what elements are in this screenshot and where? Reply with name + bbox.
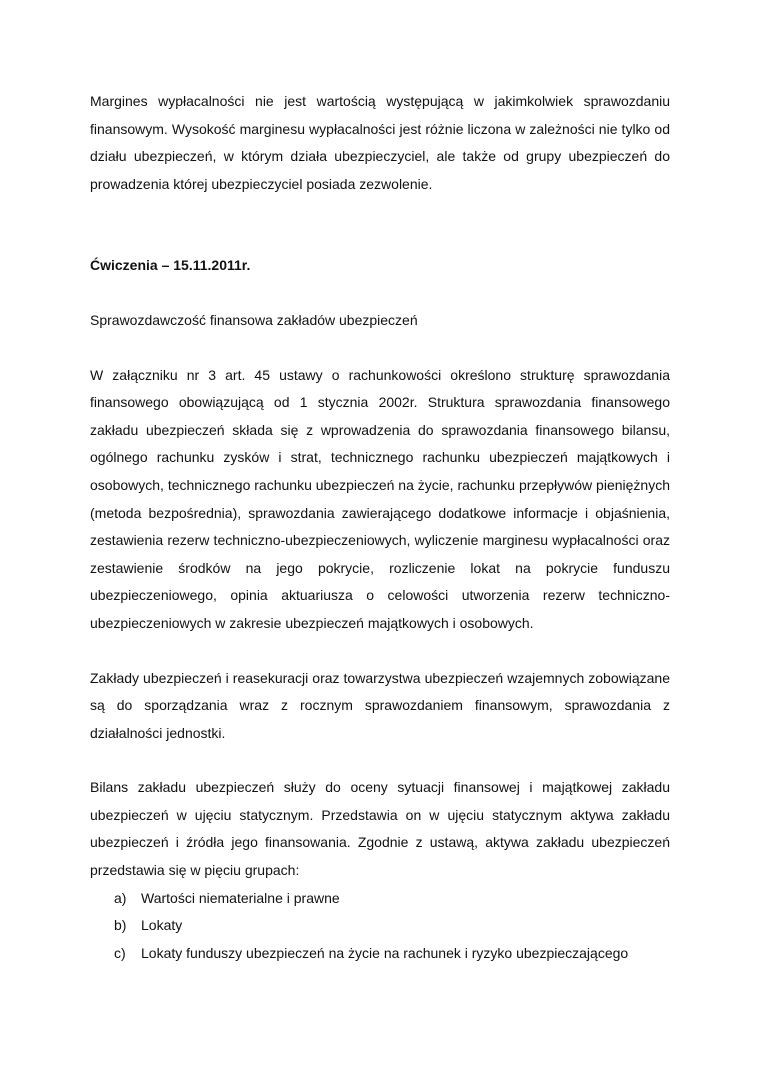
list-item (114, 940, 670, 968)
list-marker: b) (114, 917, 127, 934)
paragraph-report-structure: W załączniku nr 3 art. 45 ustawy o rachunkowości określono strukturę sprawozdania finansowego obowiązującą od 1 stycznia 2002r. Struktura sprawozdania finansowego zakładu ubezpieczeń składa się z wprowadzenia do sprawozdania finansowego bilansu, ogólnego rachunku zysków i strat, technicznego rachunku ubezpieczeń majątkowych i osobowych, technicznego rachunku ubezpieczeń na życie, rachunku przepływów pieniężnych (metoda bezpośrednia), sprawozdania zawierającego dodatkowe informacje i objaśnienia, zestawienia rezerw techniczno-ubezpieczeniowych, wyliczenie marginesu wypłacalności oraz zestawienie środków na jego pokrycie, rozliczenie lokat na pokrycie funduszu ubezpieczeniowego, opinia aktuariusza o celowości utworzenia rezerw techniczno-ubezpieczeniowych w zakresie ubezpieczeń majątkowych i osobowych. (90, 366, 670, 631)
document-body (90, 88, 670, 967)
list-item-text: Lokaty funduszy ubezpieczeń na życie na rachunek i ryzyko ubezpieczającego (141, 944, 629, 961)
list-item-text: Wartości niematerialne i prawne (141, 889, 340, 906)
asset-groups-list (90, 885, 670, 968)
list-item-text: Lokaty (141, 917, 183, 934)
paragraph-activity-report: Zakłady ubezpieczeń i reasekuracji oraz towarzystwa ubezpieczeń wzajemnych zobowiązane są do sporządzania wraz z rocznym sprawozdaniem finansowym, sprawozdania z działalności jednostki. (90, 669, 670, 741)
list-marker: a) (114, 889, 127, 906)
list-item (114, 885, 670, 913)
section-subheading: Sprawozdawczość finansowa zakładów ubezpieczeń (90, 311, 418, 328)
list-item (114, 912, 670, 940)
intro-paragraph: Margines wypłacalności nie jest wartością występującą w jakimkolwiek sprawozdaniu finansowym. Wysokość marginesu wypłacalności jest różnie liczona w zależności nie tylko od działu ubezpieczeń, w którym działa ubezpieczyciel, ale także od grupy ubezpieczeń do prowadzenia której ubezpieczyciel posiada zezwolenie. (90, 93, 670, 192)
section-heading: Ćwiczenia – 15.11.2011r. (90, 257, 251, 274)
paragraph-balance-sheet: Bilans zakładu ubezpieczeń służy do oceny sytuacji finansowej i majątkowej zakładu ubezpieczeń w ujęciu statycznym. Przedstawia on w ujęciu statycznym aktywa zakładu ubezpieczeń i źródła jego finansowania. Zgodnie z ustawą, aktywa zakładu ubezpieczeń przedstawia się w pięciu grupach: (90, 779, 670, 879)
list-marker: c) (114, 944, 126, 961)
